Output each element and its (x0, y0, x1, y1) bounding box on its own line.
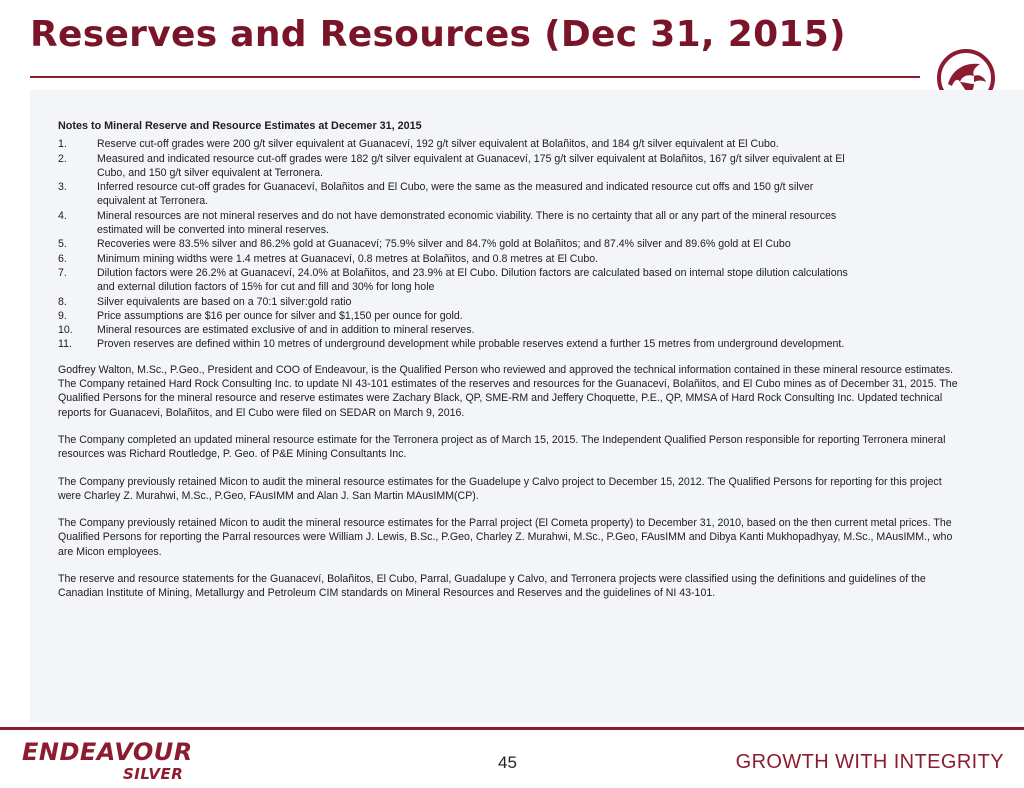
note-number: 9. (58, 309, 67, 322)
note-text: Silver equivalents are based on a 70:1 silver:gold ratio (97, 295, 352, 308)
body-paragraphs (58, 363, 958, 601)
note-text: Mineral resources are estimated exclusive of and in addition to mineral reserves. (97, 324, 475, 337)
note-item (58, 266, 958, 295)
note-text: Minimum mining widths were 1.4 metres at Guanaceví, 0.8 metres at Bolañitos, and 0.8 metres at El Cubo. (97, 252, 599, 265)
note-item (58, 295, 958, 309)
title-divider (30, 76, 920, 78)
guadalupe-paragraph: The Company previously retained Micon to audit the mineral resource estimates for the Guadelupe y Calvo project to December 15, 2012. The Qualified Persons for reporting for this project were Charley Z. Murahwi, M.Sc., P.Geo, FAusIMM and Alan J. San Martin MAusIMM(CP). (58, 475, 942, 502)
notes-heading: Notes to Mineral Reserve and Resource Estimates at Decemer 31, 2015 (58, 120, 422, 132)
note-number: 10. (58, 324, 73, 337)
note-text: Reserve cut-off grades were 200 g/t silver equivalent at Guanaceví, 192 g/t silver equivalent at Bolañitos, and 184 g/t silver equivalent at El Cubo. (97, 138, 779, 151)
note-text: Proven reserves are defined within 10 metres of underground development while probable reserves extend a further 15 metres from underground development. (97, 338, 845, 351)
note-text: Inferred resource cut-off grades for Guanaceví, Bolañitos and El Cubo, were the same as the measured and indicated resource cut offs and 150 g/t silver equivalent at Terronera. (97, 181, 814, 208)
note-number: 6. (58, 252, 67, 265)
terronera-paragraph: The Company completed an updated mineral resource estimate for the Terronera project as of March 15, 2015. The Independent Qualified Person responsible for reporting Terronera mineral resources was Richard Routledge, P. Geo. of P&E Mining Consultants Inc. (58, 433, 946, 461)
slide-title: Reserves and Resources (Dec 31, 2015) (30, 14, 846, 55)
note-text: Measured and indicated resource cut-off grades were 182 g/t silver equivalent at Guanaceví, 175 g/t silver equivalent at Bolañitos, 167 g/t silver equivalent at El Cubo, and 150 g/t silver equivalent at Terronera. (97, 152, 845, 179)
brand-logo-subtext: SILVER (123, 765, 184, 783)
note-item (58, 309, 958, 323)
page-number: 45 (498, 753, 517, 772)
note-item (58, 209, 958, 238)
note-item (58, 137, 958, 151)
note-number: 5. (58, 238, 67, 251)
note-text: Price assumptions are $16 per ounce for silver and $1,150 per ounce for gold. (97, 309, 463, 322)
brand-logo-text: ENDEAVOUR (22, 738, 193, 766)
tagline: GROWTH WITH INTEGRITY (735, 751, 1004, 773)
note-item (58, 323, 958, 337)
note-number: 3. (58, 181, 67, 194)
note-item (58, 152, 958, 181)
classification-paragraph: The reserve and resource statements for the Guanaceví, Bolañitos, El Cubo, Parral, Guadalupe y Calvo, and Terronera projects were classified using the definitions and guidelines of the Canadian Institute of Mining, Metallurgy and Petroleum CIM standards on Mineral Resources and Reserves and the guidelines of NI 43-101. (58, 573, 926, 600)
note-text: Dilution factors were 26.2% at Guanaceví, 24.0% at Bolañitos, and 23.9% at El Cubo. Dilution factors are calculated based on internal stope dilution calculations and external dilution factors of 15% for cut and fill and 30% for long hole (97, 266, 848, 294)
notes-list (58, 137, 958, 351)
note-text: Recoveries were 83.5% silver and 86.2% gold at Guanaceví; 75.9% silver and 84.7% gold at Bolañitos; and 87.4% silver and 89.6% gold at El Cubo (97, 238, 791, 251)
note-number: 11. (58, 338, 72, 351)
note-number: 4. (58, 209, 67, 222)
parral-paragraph: The Company previously retained Micon to audit the mineral resource estimates for the Parral project (El Cometa property) to December 31, 2010, based on the then current metal prices. The Qualified Persons for reporting the Parral resources were William J. Lewis, B.Sc., P.Geo, Charley Z. Murahwi, M.Sc., P.Geo, FAusIMM and Dibya Kanti Mukhopadhyay, M.Sc., MAusIMM., who are Micon employees. (58, 517, 953, 558)
notes-section (58, 119, 958, 614)
note-number: 7. (58, 266, 67, 279)
note-number: 1. (58, 138, 67, 151)
note-item (58, 237, 958, 251)
note-item (58, 180, 958, 209)
note-number: 2. (58, 152, 67, 165)
note-item (58, 252, 958, 266)
note-text: Mineral resources are not mineral reserves and do not have demonstrated economic viability. There is no certainty that all or any part of the mineral resources estimated will be converted into mineral reserves. (97, 209, 837, 237)
note-number: 8. (58, 295, 67, 308)
qualified-person-paragraph: Godfrey Walton, M.Sc., P.Geo., President and COO of Endeavour, is the Qualified Person who reviewed and approved the technical information contained in these mineral resource estimates. The Company retained Hard Rock Consulting Inc. to update NI 43-101 estimates of the reserves and resources for the Guanaceví, Bolañitos, and El Cubo mines as of December 31, 2015. The Qualified Persons for the mineral resource and reserve estimates were Zachary Black, QP, SME-RM and Jeffery Choquette, P.E., QP, MMSA of Hard Rock Consulting Inc. Updated technical reports for Guanacevi, Bolañitos, and El Cubo were filed on SEDAR on March 9, 2016. (58, 363, 958, 419)
note-item (58, 337, 958, 351)
